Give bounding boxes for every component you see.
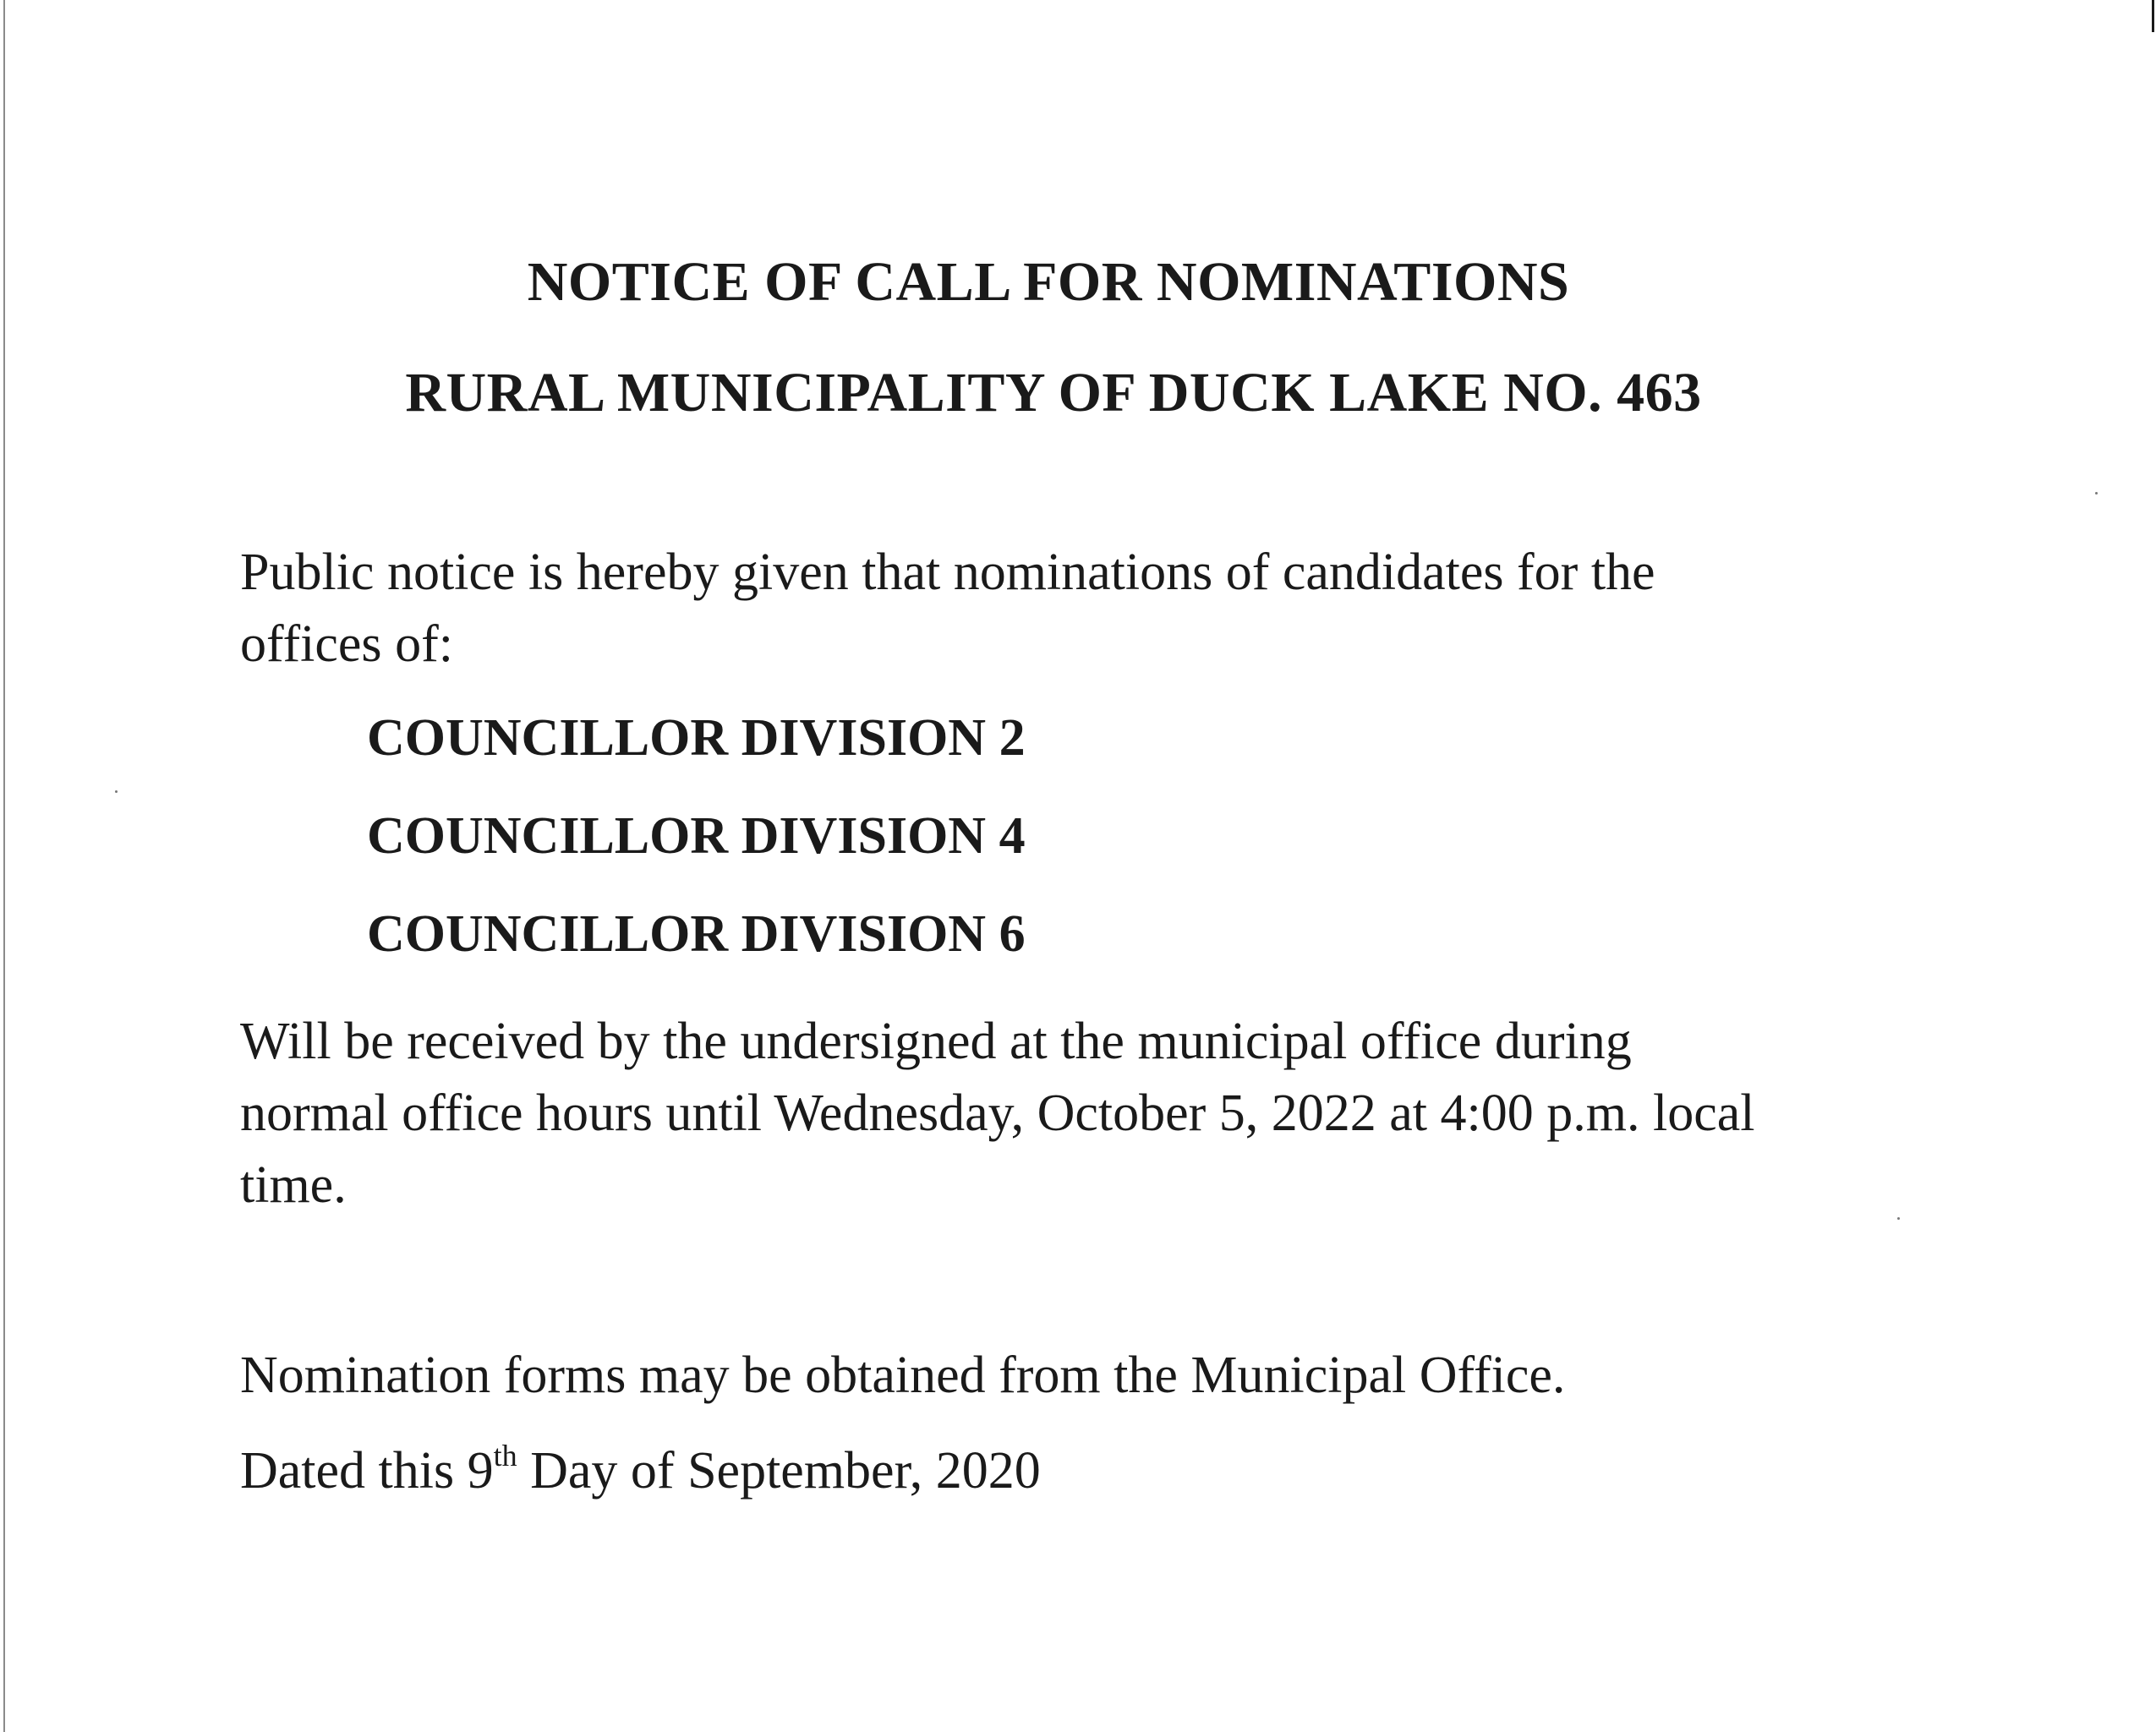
dated-line xyxy=(240,1435,1041,1507)
forms-note: Nomination forms may be obtained from the Municipal Office. xyxy=(240,1347,1566,1404)
deadline-line-1: Will be received by the undersigned at the municipal office during xyxy=(240,1013,1632,1070)
municipality-title: RURAL MUNICIPALITY OF DUCK LAKE NO. 463 xyxy=(405,362,1702,423)
scan-right-edge-mark xyxy=(2152,0,2154,32)
scan-speck xyxy=(1897,1217,1900,1220)
dated-suffix: Day of September, 2020 xyxy=(517,1442,1041,1500)
dated-prefix: Dated this 9 xyxy=(240,1442,494,1500)
office-item: COUNCILLOR DIVISION 4 xyxy=(367,807,1026,865)
deadline-paragraph xyxy=(240,1006,1754,1221)
notice-title: NOTICE OF CALL FOR NOMINATIONS xyxy=(527,251,1570,313)
scan-speck xyxy=(2095,492,2098,494)
office-item: COUNCILLOR DIVISION 2 xyxy=(367,709,1026,767)
deadline-line-3: time. xyxy=(240,1156,347,1214)
dated-ordinal-suffix: th xyxy=(493,1439,517,1472)
office-item: COUNCILLOR DIVISION 6 xyxy=(367,905,1026,963)
intro-line-2: offices of: xyxy=(240,615,453,673)
intro-line-1: Public notice is hereby given that nominations of candidates for the xyxy=(240,544,1655,601)
scan-speck xyxy=(115,790,118,793)
deadline-line-2: normal office hours until Wednesday, October 5, 2022 at 4:00 p.m. local xyxy=(240,1085,1755,1142)
intro-paragraph xyxy=(240,537,1655,680)
